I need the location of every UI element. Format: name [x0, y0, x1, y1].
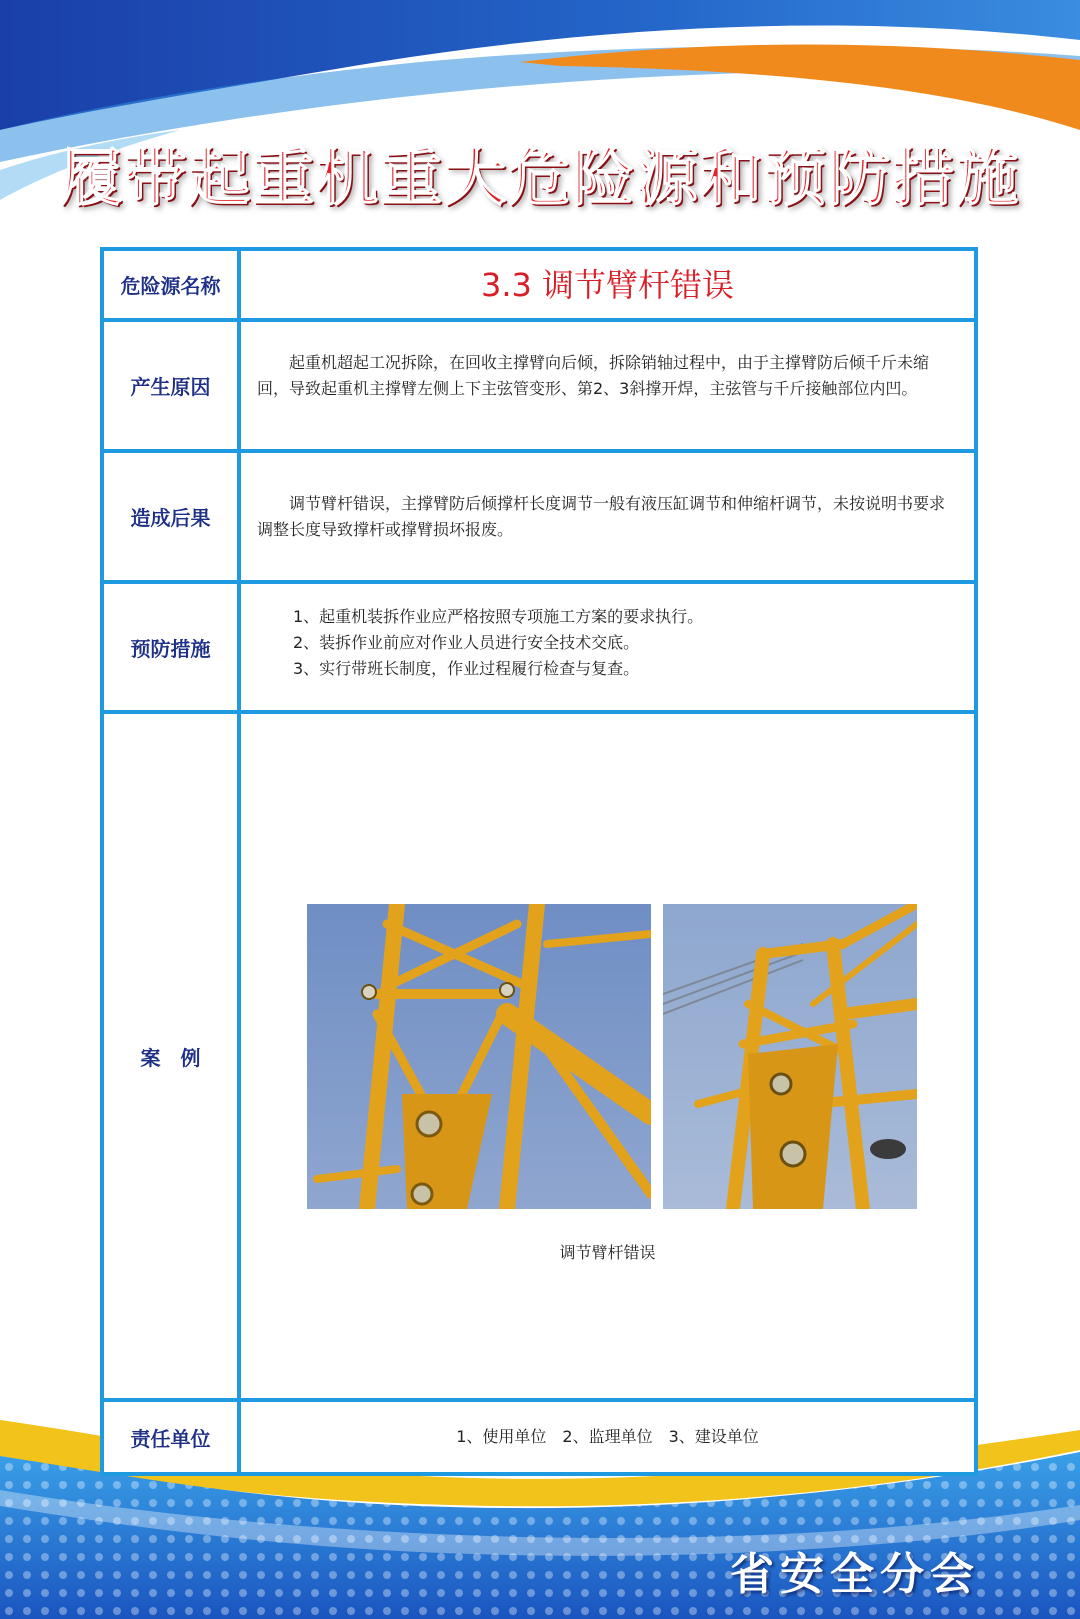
hazard-name-label: 危险源名称 [104, 251, 241, 318]
case-row [104, 714, 974, 1402]
responsibility-label: 责任单位 [104, 1402, 241, 1472]
prevention-row [104, 584, 974, 714]
responsibility-row [104, 1402, 974, 1472]
prevention-label: 预防措施 [104, 584, 241, 710]
crane-boom-photo-right [663, 904, 917, 1209]
prevention-cell [241, 584, 974, 710]
case-photos [307, 904, 917, 1209]
responsibility-cell [241, 1402, 974, 1472]
prevention-item: 1、起重机装拆作业应严格按照专项施工方案的要求执行。 [293, 607, 704, 626]
hazard-table [100, 247, 978, 1476]
case-label: 案 例 [104, 714, 241, 1398]
hazard-name-value: 3.3 调节臂杆错误 [480, 265, 735, 304]
hazard-name-row [104, 251, 974, 322]
prevention-item: 3、实行带班长制度，作业过程履行检查与复查。 [293, 659, 640, 678]
cause-cell [241, 322, 974, 449]
cause-row [104, 322, 974, 453]
prevention-list [241, 584, 974, 682]
poster-title: 履带起重机重大危险源和预防措施 [59, 141, 1020, 214]
crane-boom-photo-left [307, 904, 651, 1209]
prevention-item: 2、装拆作业前应对作业人员进行安全技术交底。 [293, 633, 640, 652]
case-caption: 调节臂杆错误 [559, 1243, 656, 1262]
cause-text: 起重机超起工况拆除，在回收主撑臂向后倾，拆除销轴过程中，由于主撑臂防后倾千斤未缩回，导致起重机主撑臂左侧上下主弦管变形、第2、3斜撑开焊，主弦管与千斤接触部位内凹。 [257, 353, 930, 398]
consequence-row [104, 453, 974, 584]
case-cell [241, 714, 974, 1398]
cause-label: 产生原因 [104, 322, 241, 449]
hazard-name-cell [241, 251, 974, 318]
responsibility-text: 1、使用单位 2、监理单位 3、建设单位 [456, 1427, 759, 1446]
organization-name: 省安全分会 [730, 1549, 980, 1600]
consequence-cell [241, 453, 974, 580]
consequence-text: 调节臂杆错误，主撑臂防后倾撑杆长度调节一般有液压缸调节和伸缩杆调节，未按说明书要求调整长度导致撑杆或撑臂损坏报废。 [257, 494, 946, 539]
consequence-label: 造成后果 [104, 453, 241, 580]
